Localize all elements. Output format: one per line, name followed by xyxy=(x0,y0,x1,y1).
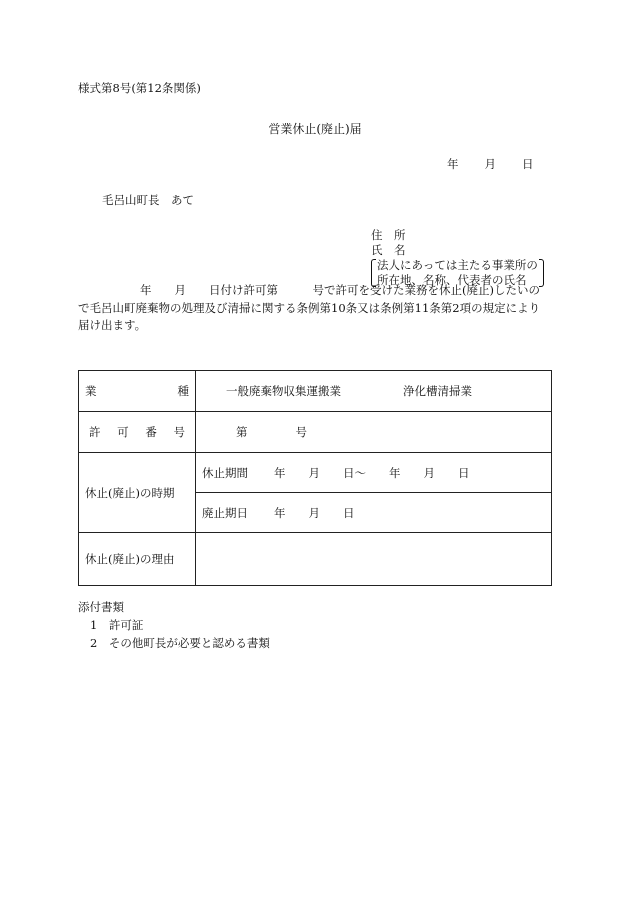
attachments-title: 添付書類 xyxy=(78,600,124,614)
abolition-date-value[interactable]: 年 月 日 xyxy=(274,505,355,520)
attachment-item: 2 その他町長が必要と認める書類 xyxy=(90,636,270,650)
body-line-2: で毛呂山町廃棄物の処理及び清掃に関する条例第10条又は条例第11条第2項の規定により xyxy=(78,300,541,315)
addressee: 毛呂山町長 あて xyxy=(102,193,194,207)
date-month: 月 xyxy=(484,157,496,171)
business-type-value[interactable] xyxy=(196,371,552,412)
date-day: 日 xyxy=(522,157,534,171)
body-line-3: 届け出ます。 xyxy=(78,318,147,332)
form-code: 様式第8号(第12条関係) xyxy=(78,81,201,95)
permit-number-value[interactable]: 第 号 xyxy=(196,412,552,453)
suspension-period[interactable] xyxy=(196,453,552,493)
reason-value[interactable] xyxy=(196,533,552,586)
row-reason xyxy=(79,533,552,586)
corporate-note-line1: 法人にあっては主たる事業所の xyxy=(377,258,538,272)
date-line xyxy=(447,156,534,172)
business-type-option-1[interactable]: 一般廃棄物収集運搬業 xyxy=(226,384,341,398)
attachments xyxy=(78,598,270,652)
form-table xyxy=(78,370,552,586)
row-permit-number xyxy=(79,412,552,453)
corporate-note-line2: 所在地、名称、代表者の氏名 xyxy=(377,273,527,287)
business-type-label: 業 種 xyxy=(79,371,196,412)
applicant-block xyxy=(371,228,544,288)
name-label: 氏 名 xyxy=(371,243,406,257)
period-label: 休止(廃止)の時期 xyxy=(79,453,196,533)
row-suspension xyxy=(79,453,552,493)
date-year: 年 xyxy=(447,157,459,171)
attachment-item: 1 許可証 xyxy=(90,618,144,632)
suspension-period-value[interactable]: 年 月 日～ 年 月 日 xyxy=(274,465,470,480)
document-title: 営業休止(廃止)届 xyxy=(268,122,362,136)
row-business-type xyxy=(79,371,552,412)
abolition-date[interactable] xyxy=(196,493,552,533)
business-type-option-2[interactable]: 浄化槽清掃業 xyxy=(403,384,472,398)
suspension-period-label: 休止期間 xyxy=(202,465,248,480)
body-line-1: 年 月 日付け許可第 号で許可を受けた業務を休止(廃止)したいの xyxy=(140,283,540,297)
address-label: 住 所 xyxy=(371,228,406,242)
permit-number-label: 許 可 番 号 xyxy=(79,412,196,453)
reason-label: 休止(廃止)の理由 xyxy=(79,533,196,586)
abolition-date-label: 廃止期日 xyxy=(202,505,248,520)
body-text xyxy=(78,282,556,335)
